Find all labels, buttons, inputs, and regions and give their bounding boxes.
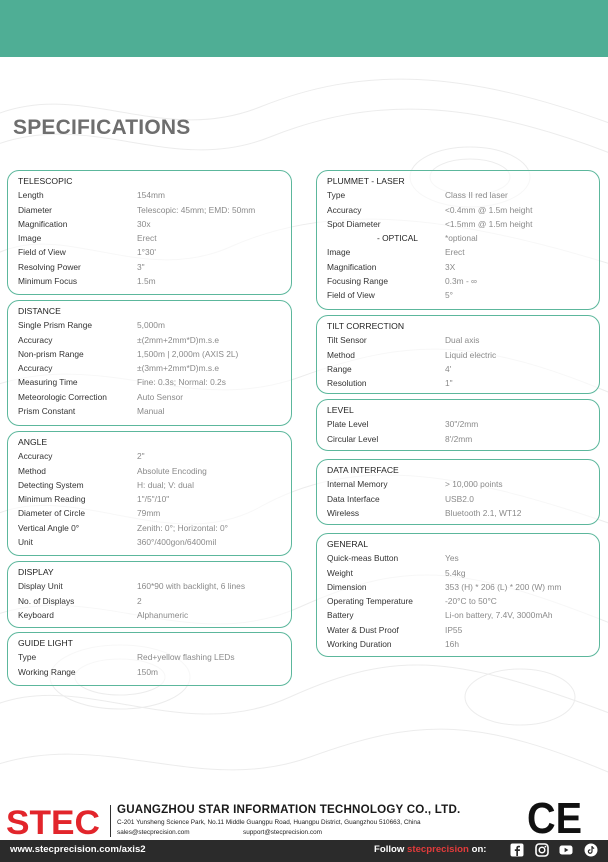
optical-note: *optional [445, 233, 478, 244]
spec-label: Field of View [18, 247, 66, 258]
plummet-optical-row [327, 231, 599, 245]
spec-label: No. of Displays [18, 595, 75, 606]
instagram-icon[interactable] [535, 843, 549, 857]
spec-label: Image [18, 233, 42, 244]
spec-row [18, 347, 291, 361]
spec-value: 30x [137, 218, 151, 229]
stec-logo-text: STEC [6, 804, 100, 838]
spec-label: Water & Dust Proof [327, 624, 399, 635]
spec-row [327, 260, 599, 274]
spec-value: 1"/5"/10" [137, 494, 170, 505]
spec-value: 30"/2mm [445, 419, 479, 430]
tilt-rows [327, 333, 599, 390]
plummet-laser-rows [327, 188, 599, 231]
spec-value: Manual [137, 406, 165, 417]
spec-label: Resolution [327, 378, 367, 389]
support-email[interactable]: support@stecprecision.com [243, 829, 322, 836]
spec-row [327, 594, 599, 608]
spec-row [327, 348, 599, 362]
spec-value: 5,000m [137, 320, 165, 331]
spec-row [18, 665, 291, 679]
display-rows [18, 579, 291, 622]
spec-label: Type [18, 652, 37, 663]
spec-row [18, 492, 291, 506]
spec-row [327, 245, 599, 259]
spec-value: USB2.0 [445, 493, 474, 504]
sales-email[interactable]: sales@stecprecision.com [117, 829, 190, 836]
spec-label: Operating Temperature [327, 596, 413, 607]
level-heading: LEVEL [327, 405, 354, 415]
general-heading: GENERAL [327, 539, 369, 549]
general-card [316, 533, 600, 657]
spec-value: > 10,000 points [445, 479, 503, 490]
spec-label: Circular Level [327, 433, 379, 444]
spec-label: Weight [327, 567, 353, 578]
spec-label: Working Range [18, 666, 76, 677]
spec-label: Magnification [327, 261, 377, 272]
spec-value: <1.5mm @ 1.5m height [445, 218, 533, 229]
tilt-heading: TILT CORRECTION [327, 321, 405, 331]
spec-row [18, 260, 291, 274]
distance-card [7, 300, 292, 426]
spec-row [327, 477, 599, 491]
spec-label: Accuracy [18, 363, 53, 374]
spec-value: 2" [137, 451, 145, 462]
spec-row [327, 188, 599, 202]
telescopic-card [7, 170, 292, 295]
spec-row [327, 333, 599, 347]
spec-row [18, 464, 291, 478]
spec-label: Spot Diameter [327, 218, 381, 229]
spec-label: Tilt Sensor [327, 335, 367, 346]
spec-label: Working Duration [327, 639, 392, 650]
tiktok-icon[interactable] [584, 843, 598, 857]
level-card [316, 399, 600, 451]
facebook-icon[interactable] [510, 843, 524, 857]
ce-mark-text: CE [527, 796, 582, 836]
spec-label: Meteorologic Correction [18, 391, 107, 402]
optical-subheading: - OPTICAL [377, 233, 418, 244]
spec-row [327, 566, 599, 580]
spec-label: Field of View [327, 290, 375, 301]
spec-label: Type [327, 190, 346, 201]
spec-value: 5° [445, 290, 454, 301]
spec-label: Resolving Power [18, 261, 81, 272]
angle-card [7, 431, 292, 556]
spec-label: Measuring Time [18, 377, 78, 388]
display-card [7, 561, 292, 628]
spec-value: 16h [445, 639, 459, 650]
spec-value: Fine: 0.3s; Normal: 0.2s [137, 377, 226, 388]
spec-label: Accuracy [327, 204, 362, 215]
guide-light-rows [18, 650, 291, 679]
spec-row [18, 217, 291, 231]
spec-label: Detecting System [18, 479, 84, 490]
spec-label: Keyboard [18, 609, 54, 620]
spec-value: Li-on battery, 7.4V, 3000mAh [445, 610, 553, 621]
spec-value: 0.3m - ∞ [445, 276, 478, 287]
display-heading: DISPLAY [18, 567, 54, 577]
spec-label: Accuracy [18, 451, 53, 462]
spec-row [18, 375, 291, 389]
spec-label: Diameter [18, 204, 52, 215]
spec-value: -20°C to 50°C [445, 596, 497, 607]
spec-row [327, 432, 599, 446]
spec-label: Method [327, 349, 355, 360]
spec-label: Internal Memory [327, 479, 388, 490]
spec-row [18, 318, 291, 332]
telescopic-heading: TELESCOPIC [18, 176, 73, 186]
spec-label: Data Interface [327, 493, 380, 504]
ce-mark [527, 796, 583, 836]
spec-value: 5.4kg [445, 567, 466, 578]
spec-label: Minimum Focus [18, 276, 78, 287]
spec-value: 1,500m | 2,000m (AXIS 2L) [137, 348, 239, 359]
spec-row [327, 551, 599, 565]
spec-label: Display Unit [18, 581, 63, 592]
spec-row [18, 231, 291, 245]
company-address: C-201 Yunsheng Science Park, No.11 Middle Guangpu Road, Huangpu District, Guangzhou 510663, China [117, 819, 421, 826]
plummet-optical-rows [327, 245, 599, 302]
data-interface-rows [327, 477, 599, 520]
data-interface-heading: DATA INTERFACE [327, 465, 399, 475]
page-title: SPECIFICATIONS [13, 116, 191, 139]
spec-row [327, 274, 599, 288]
spec-label: Battery [327, 610, 354, 621]
spec-row [327, 376, 599, 390]
footer-divider [110, 805, 111, 837]
general-rows [327, 551, 599, 651]
spec-value: 353 (H) * 206 (L) * 200 (W) mm [445, 581, 562, 592]
spec-value: 8'/2mm [445, 433, 473, 444]
spec-row [18, 650, 291, 664]
follow-suffix: on: [471, 844, 487, 855]
spec-value: ±(3mm+2mm*D)m.s.e [137, 363, 220, 374]
spec-value: <0.4mm @ 1.5m height [445, 204, 533, 215]
spec-label: Diameter of Circle [18, 508, 86, 519]
spec-row [18, 535, 291, 549]
spec-label: Focusing Range [327, 276, 388, 287]
spec-value: ±(2mm+2mm*D)m.s.e [137, 334, 220, 345]
top-color-band [0, 0, 608, 57]
spec-value: 2 [137, 595, 142, 606]
spec-value: 154mm [137, 190, 165, 201]
product-url[interactable]: www.stecprecision.com/axis2 [10, 844, 146, 855]
spec-row [327, 608, 599, 622]
spec-label: Plate Level [327, 419, 369, 430]
spec-value: 1" [445, 378, 453, 389]
stec-logo [6, 804, 102, 838]
spec-value: 3" [137, 261, 145, 272]
spec-label: Length [18, 190, 44, 201]
spec-value: Auto Sensor [137, 391, 184, 402]
spec-row [18, 404, 291, 418]
spec-label: Single Prism Range [18, 320, 93, 331]
spec-row [18, 274, 291, 288]
spec-row [327, 417, 599, 431]
telescopic-rows [18, 188, 291, 288]
spec-row [18, 245, 291, 259]
spec-row [18, 608, 291, 622]
guide-light-card [7, 632, 292, 686]
plummet-card [316, 170, 600, 310]
spec-row [18, 390, 291, 404]
spec-value: Absolute Encoding [137, 465, 207, 476]
spec-value: IP55 [445, 624, 463, 635]
spec-row [18, 203, 291, 217]
spec-row [327, 637, 599, 651]
spec-value: 3X [445, 261, 456, 272]
spec-row [18, 361, 291, 375]
guide-light-heading: GUIDE LIGHT [18, 638, 73, 648]
spec-value: Yes [445, 553, 459, 564]
spec-row [327, 492, 599, 506]
spec-value: 360°/400gon/6400mil [137, 537, 217, 548]
spec-value: Alphanumeric [137, 609, 189, 620]
data-interface-card [316, 459, 600, 525]
spec-label: Prism Constant [18, 406, 76, 417]
spec-row [327, 362, 599, 376]
spec-row [327, 288, 599, 302]
angle-rows [18, 449, 291, 549]
spec-value: 1.5m [137, 276, 156, 287]
spec-value: Dual axis [445, 335, 480, 346]
spec-label: Unit [18, 537, 33, 548]
spec-label: Minimum Reading [18, 494, 86, 505]
spec-row [18, 478, 291, 492]
spec-label: Accuracy [18, 334, 53, 345]
follow-prefix: Follow [374, 844, 405, 855]
spec-row [18, 594, 291, 608]
spec-row [327, 623, 599, 637]
plummet-heading: PLUMMET - LASER [327, 176, 405, 186]
spec-value: 150m [137, 666, 158, 677]
spec-row [18, 449, 291, 463]
spec-label: Image [327, 247, 351, 258]
spec-label: Range [327, 363, 352, 374]
spec-value: H: dual; V: dual [137, 479, 194, 490]
spec-value: 1°30' [137, 247, 156, 258]
spec-label: Magnification [18, 218, 68, 229]
spec-row [18, 333, 291, 347]
spec-label: Vertical Angle 0° [18, 522, 80, 533]
spec-value: 79mm [137, 508, 161, 519]
spec-value: Class II red laser [445, 190, 508, 201]
spec-row [327, 217, 599, 231]
spec-label: Wireless [327, 507, 360, 518]
spec-label: Quick-meas Button [327, 553, 399, 564]
follow-brand: stecprecision [407, 844, 469, 855]
spec-value: Erect [445, 247, 465, 258]
spec-value: Liquid electric [445, 349, 497, 360]
spec-value: Zenith: 0°; Horizontal: 0° [137, 522, 228, 533]
spec-row [327, 580, 599, 594]
spec-row [327, 506, 599, 520]
level-rows [327, 417, 599, 446]
spec-value: Red+yellow flashing LEDs [137, 652, 235, 663]
spec-row [18, 188, 291, 202]
spec-value: Telescopic: 45mm; EMD: 50mm [137, 204, 256, 215]
spec-row [18, 521, 291, 535]
spec-row [18, 579, 291, 593]
distance-rows [18, 318, 291, 418]
spec-label: Non-prism Range [18, 348, 84, 359]
spec-value: 4' [445, 363, 452, 374]
youtube-icon[interactable] [559, 843, 573, 857]
tilt-correction-card [316, 315, 600, 394]
spec-value: Erect [137, 233, 157, 244]
angle-heading: ANGLE [18, 437, 48, 447]
spec-value: Bluetooth 2.1, WT12 [445, 507, 522, 518]
spec-row [327, 203, 599, 217]
spec-label: Dimension [327, 581, 367, 592]
distance-heading: DISTANCE [18, 306, 61, 316]
company-name: GUANGZHOU STAR INFORMATION TECHNOLOGY CO., LTD. [117, 803, 461, 816]
spec-row [18, 506, 291, 520]
follow-text [374, 844, 487, 855]
spec-label: Method [18, 465, 46, 476]
spec-value: 160*90 with backlight, 6 lines [137, 581, 246, 592]
